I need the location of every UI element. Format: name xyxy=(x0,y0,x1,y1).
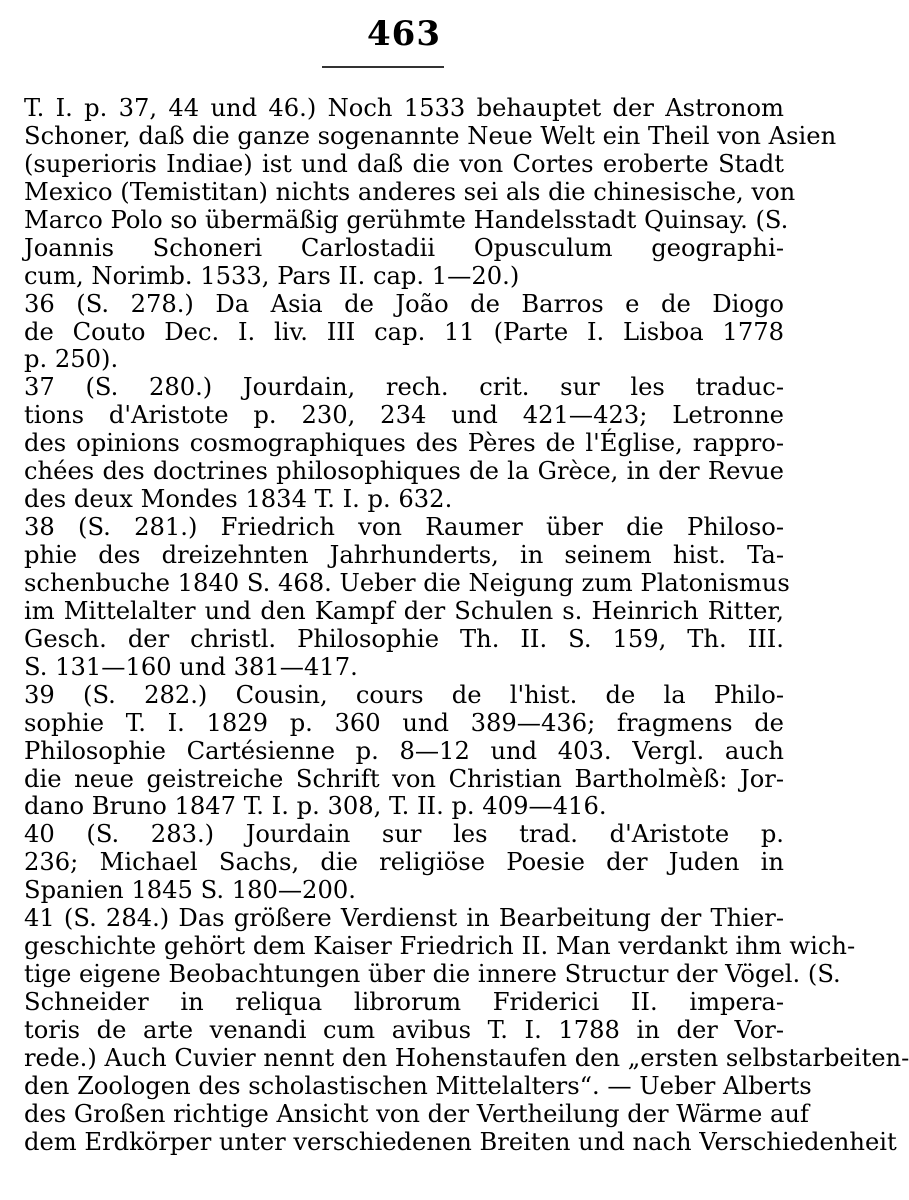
text-line: sophie T. I. 1829 p. 360 und 389—436; fragmens de xyxy=(24,708,784,737)
text-line: tige eigene Beobachtungen über die innere Structur der Vögel. (S. xyxy=(24,960,841,989)
text-line: de Couto Dec. I. liv. III cap. 11 (Parte I. Lisboa 1778 xyxy=(24,317,784,346)
text-line: Gesch. der christl. Philosophie Th. II. S. 159, Th. III. xyxy=(24,624,784,653)
text-line: des Großen richtige Ansicht von der Vertheilung der Wärme auf xyxy=(24,1099,809,1128)
text-line: des deux Mondes 1834 T. I. p. 632. xyxy=(24,485,453,514)
text-line: schenbuche 1840 S. 468. Ueber die Neigung zum Platonismus xyxy=(24,568,790,597)
text-line: dano Bruno 1847 T. I. p. 308, T. II. p. 409—416. xyxy=(24,792,607,821)
text-line: (superioris Indiae) ist und daß die von Cortes eroberte Stadt xyxy=(24,149,784,178)
text-line: chées des doctrines philosophiques de la Grèce, in der Revue xyxy=(24,457,784,486)
text-line: tions d'Aristote p. 230, 234 und 421—423; Letronne xyxy=(24,401,784,430)
text-line: Philosophie Cartésienne p. 8—12 und 403. Vergl. auch xyxy=(24,736,784,765)
text-line: Schneider in reliqua librorum Friderici II. impera- xyxy=(24,988,784,1016)
page-number: 463 xyxy=(367,14,441,54)
text-line: die neue geistreiche Schrift von Christian Bartholmèß: Jor- xyxy=(24,764,784,793)
text-line: Spanien 1845 S. 180—200. xyxy=(24,876,356,905)
header-rule xyxy=(322,66,444,68)
text-line: 40 (S. 283.) Jourdain sur les trad. d'Aristote p. xyxy=(24,820,784,849)
text-line: Marco Polo so übermäßig gerühmte Handelsstadt Quinsay. (S. xyxy=(24,205,789,234)
text-line: Joannis Schoneri Carlostadii Opusculum geographi- xyxy=(24,233,784,262)
text-line: rede.) Auch Cuvier nennt den Hohenstaufen den „ersten selbstarbeiten- xyxy=(24,1043,909,1072)
text-line: phie des dreizehnten Jahrhunderts, in seinem hist. Ta- xyxy=(24,541,784,569)
text-line: des opinions cosmographiques des Pères de l'Église, rappro- xyxy=(24,429,784,458)
text-line: p. 250). xyxy=(24,345,119,374)
text-line: geschichte gehört dem Kaiser Friedrich II. Man verdankt ihm wich- xyxy=(24,932,856,961)
text-line: Mexico (Temistitan) nichts anderes sei als die chinesische, von xyxy=(24,177,796,206)
text-line: 38 (S. 281.) Friedrich von Raumer über die Philoso- xyxy=(24,513,784,542)
text-line: den Zoologen des scholastischen Mittelalters“. — Ueber Alberts xyxy=(24,1071,812,1100)
text-line: toris de arte venandi cum avibus T. I. 1788 in der Vor- xyxy=(24,1015,784,1044)
text-line: cum, Norimb. 1533, Pars II. cap. 1—20.) xyxy=(24,261,520,290)
text-line: im Mittelalter und den Kampf der Schulen s. Heinrich Ritter, xyxy=(24,596,784,625)
text-line: 236; Michael Sachs, die religiöse Poesie der Juden in xyxy=(24,848,784,877)
footnotes-text xyxy=(24,94,909,1157)
text-line: dem Erdkörper unter verschiedenen Breiten und nach Verschiedenheit xyxy=(24,1127,897,1156)
text-line: T. I. p. 37, 44 und 46.) Noch 1533 behauptet der Astronom xyxy=(24,94,784,122)
text-line: 36 (S. 278.) Da Asia de João de Barros e de Diogo xyxy=(24,289,784,318)
text-line: Schoner, daß die ganze sogenannte Neue Welt ein Theil von Asien xyxy=(24,121,837,150)
text-line: 39 (S. 282.) Cousin, cours de l'hist. de la Philo- xyxy=(24,680,784,709)
text-line: 41 (S. 284.) Das größere Verdienst in Bearbeitung der Thier- xyxy=(24,904,784,933)
text-line: 37 (S. 280.) Jourdain, rech. crit. sur les traduc- xyxy=(24,373,784,402)
text-line: S. 131—160 und 381—417. xyxy=(24,652,358,681)
